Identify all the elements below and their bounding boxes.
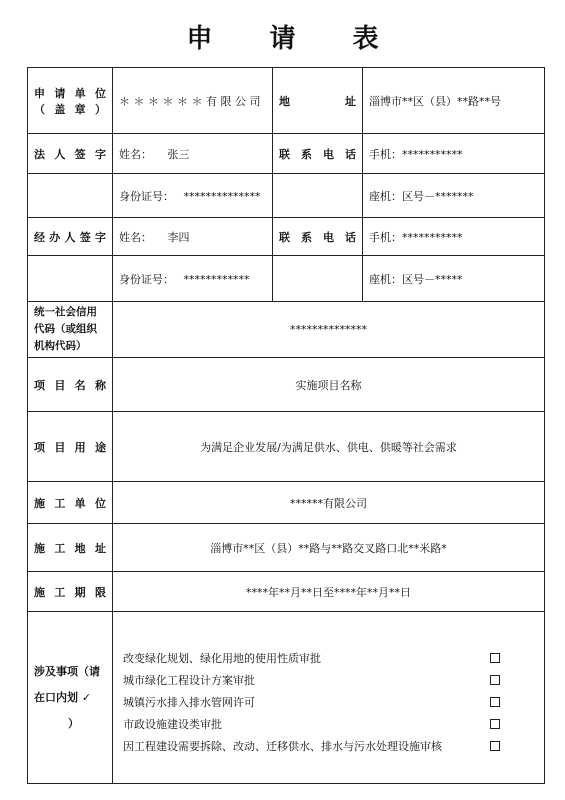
legal-rep-id-row [28, 174, 545, 218]
legal-rep-name-cell[interactable] [113, 134, 273, 174]
handler-id-cell[interactable] [113, 256, 273, 302]
checkbox-icon[interactable] [490, 675, 500, 685]
project-name-value[interactable]: 实施项目名称 [113, 358, 545, 412]
handler-mobile-label: 手机： [369, 230, 402, 244]
handler-mobile: *********** [402, 230, 463, 244]
applicant-label-line1: 申请单位 [34, 86, 106, 100]
handler-name: 李四 [167, 230, 190, 244]
applicant-row [28, 68, 545, 134]
handler-name-cell[interactable] [113, 218, 273, 256]
scope-items-cell [113, 612, 545, 784]
checklist-item[interactable] [123, 735, 538, 757]
empty-cell [273, 256, 363, 302]
applicant-label-line2: （盖章） [34, 102, 106, 116]
handler-id-label: 身份证号： [119, 272, 174, 286]
checkbox-icon[interactable] [490, 741, 500, 751]
applicant-address[interactable]: 淄博市**区（县）**路**号 [363, 68, 545, 134]
legal-rep-landline-cell[interactable] [363, 174, 545, 218]
legal-rep-id: ************** [183, 189, 261, 203]
construction-period-row [28, 572, 545, 612]
legal-rep-label: 法人签字 [28, 134, 113, 174]
scope-label-line2: 在口内划 ✓ [34, 690, 92, 704]
credit-code-label [28, 302, 113, 358]
empty-cell [273, 174, 363, 218]
construction-unit-label: 施工单位 [28, 482, 113, 524]
legal-rep-mobile-label: 手机： [369, 147, 402, 161]
handler-contact-label: 联系电话 [273, 218, 363, 256]
legal-rep-name-label: 姓名： [119, 147, 152, 161]
checklist-item[interactable] [123, 713, 538, 735]
legal-rep-landline: 区号－******* [402, 189, 474, 203]
credit-code-value[interactable]: ************** [113, 302, 545, 358]
handler-id: ************ [183, 272, 250, 286]
project-name-row [28, 358, 545, 412]
handler-id-row [28, 256, 545, 302]
handler-landline-label: 座机： [369, 272, 402, 286]
project-use-label: 项目用途 [28, 412, 113, 482]
checklist-item-label: 市政设施建设类审批 [123, 717, 222, 731]
credit-code-label-line1: 统一社会信用 [34, 306, 97, 318]
checkbox-icon[interactable] [490, 653, 500, 663]
legal-rep-mobile-cell[interactable] [363, 134, 545, 174]
legal-rep-contact-label: 联系电话 [273, 134, 363, 174]
checklist-item-label: 城镇污水排入排水管网许可 [123, 695, 255, 709]
construction-address-label: 施工地址 [28, 524, 113, 572]
empty-cell [28, 174, 113, 218]
handler-row [28, 218, 545, 256]
credit-code-label-line2: 代码（或组织 [34, 323, 97, 335]
scope-label-line3: ） [68, 716, 79, 730]
legal-rep-id-cell[interactable] [113, 174, 273, 218]
project-use-row [28, 412, 545, 482]
construction-address-row [28, 524, 545, 572]
scope-checklist [119, 647, 538, 757]
project-name-label: 项目名称 [28, 358, 113, 412]
handler-name-label: 姓名： [119, 230, 152, 244]
applicant-name[interactable]: ＊ ＊ ＊ ＊ ＊ ＊ 有 限 公 司 [113, 68, 273, 134]
scope-row [28, 612, 545, 784]
legal-rep-mobile: *********** [402, 147, 463, 161]
construction-unit-row [28, 482, 545, 524]
scope-label-line1: 涉及事项（请 [34, 664, 100, 678]
checklist-item-label: 城市绿化工程设计方案审批 [123, 673, 255, 687]
checklist-item[interactable] [123, 669, 538, 691]
credit-code-label-line3: 机构代码） [34, 340, 87, 352]
handler-landline-cell[interactable] [363, 256, 545, 302]
legal-rep-name: 张三 [167, 147, 190, 161]
checklist-item[interactable] [123, 691, 538, 713]
construction-address-value[interactable]: 淄博市**区（县）**路与**路交叉路口北**米路* [113, 524, 545, 572]
legal-rep-id-label: 身份证号： [119, 189, 174, 203]
construction-period-value[interactable]: ****年**月**日至****年**月**日 [113, 572, 545, 612]
construction-period-label: 施工期限 [28, 572, 113, 612]
applicant-label [28, 68, 113, 134]
legal-rep-row [28, 134, 545, 174]
handler-label: 经办人签字 [28, 218, 113, 256]
handler-mobile-cell[interactable] [363, 218, 545, 256]
application-form [27, 67, 545, 784]
checkbox-icon[interactable] [490, 697, 500, 707]
scope-label [28, 612, 113, 784]
address-label: 地 址 [273, 68, 363, 134]
checklist-item[interactable] [123, 647, 538, 669]
checklist-item-label: 因工程建设需要拆除、改动、迁移供水、排水与污水处理设施审核 [123, 739, 442, 753]
handler-landline: 区号－***** [402, 272, 463, 286]
credit-code-row [28, 302, 545, 358]
checklist-item-label: 改变绿化规划、绿化用地的使用性质审批 [123, 651, 321, 665]
project-use-value[interactable]: 为满足企业发展/为满足供水、供电、供暖等社会需求 [113, 412, 545, 482]
checkbox-icon[interactable] [490, 719, 500, 729]
legal-rep-landline-label: 座机： [369, 189, 402, 203]
empty-cell [28, 256, 113, 302]
page-title: 申 请 表 [186, 24, 403, 54]
construction-unit-value[interactable]: ******有限公司 [113, 482, 545, 524]
